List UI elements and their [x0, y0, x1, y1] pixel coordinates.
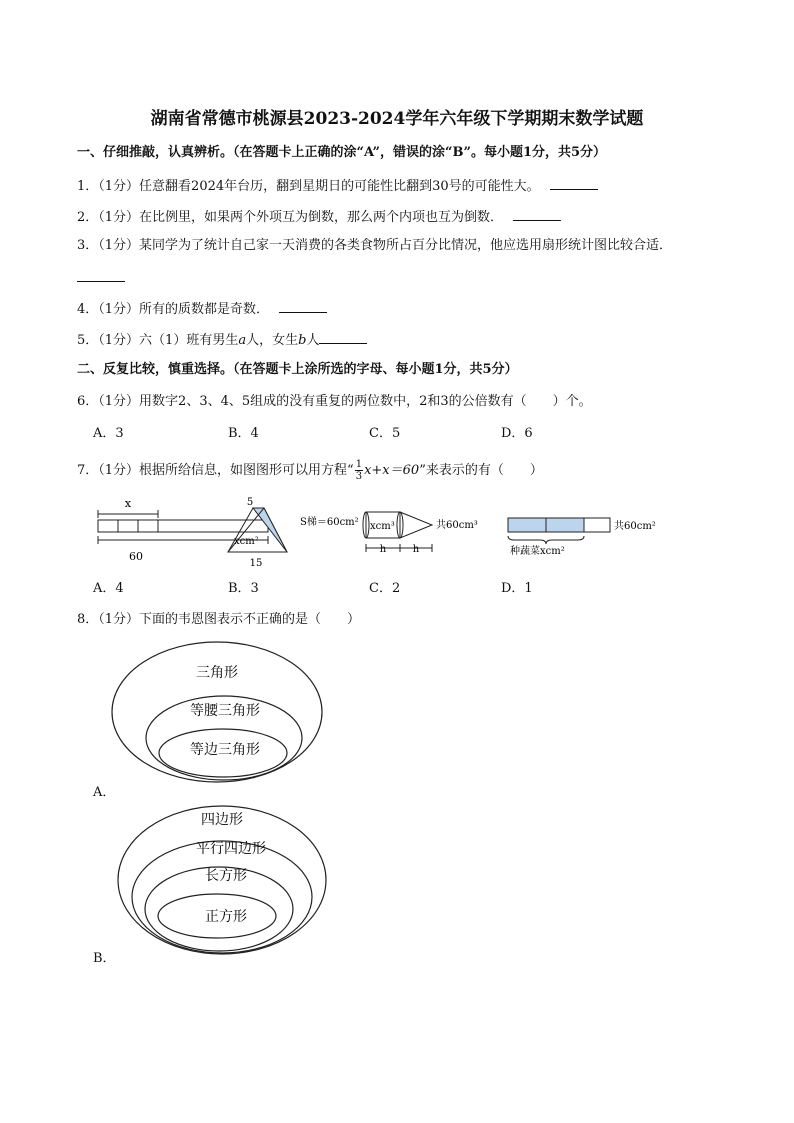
question-5-pre: 5．（1分）六（1）班有男生 [77, 333, 239, 348]
question-2-text: 2．（1分）在比例里，如果两个外项互为倒数，那么两个内项也互为倒数． [77, 210, 504, 225]
venn-b-label-1: 四边形 [201, 812, 243, 828]
fig3-h1-label: h [379, 544, 387, 555]
var-b: b [298, 333, 307, 348]
question-3-text: 3．（1分）某同学为了统计自己家一天消费的各类食物所占百分比情况，他应选用扇形统计图比较合适． [77, 238, 673, 253]
fig4-bottom-label: 种蔬菜xcm² [510, 546, 565, 557]
fig3-cylinder-cone [363, 512, 478, 555]
fig2-top-label: 5 [246, 497, 254, 508]
fig2-area-label: S梯＝60cm² [300, 517, 359, 528]
fig3-h2-label: h [412, 544, 420, 555]
q6-option-b[interactable]: B．4 [228, 426, 259, 441]
venn-a-middle-label: 等腰三角形 [190, 703, 260, 719]
question-1-text: 1．（1分）任意翻看2024年台历，翻到星期日的可能性比翻到30号的可能性大。 [77, 179, 540, 194]
answer-blank-2[interactable] [513, 208, 561, 221]
question-5-post: 人 [306, 333, 320, 348]
q7-option-c[interactable]: C．2 [369, 581, 401, 596]
fraction-one-third: $\frac{1}{3}$ [355, 459, 363, 482]
answer-blank-3[interactable] [77, 269, 125, 282]
fig4-total-label: 共60cm² [614, 521, 656, 532]
q7-option-d[interactable]: D．1 [501, 581, 533, 596]
question-4 [77, 300, 327, 318]
section-1-heading: 一、仔细推敲，认真辨析。（在答题卡上正确的涂“A”，错误的涂“B”。每小题1分，共5分） [77, 145, 607, 160]
q7-equation: x+x＝60 [364, 463, 420, 478]
answer-blank-5[interactable] [319, 331, 367, 344]
fig1-bottom-label: 60 [129, 550, 143, 563]
venn-a-inner-label: 等边三角形 [190, 742, 260, 758]
q6-option-d[interactable]: D．6 [501, 426, 533, 441]
venn-a-outer-label: 三角形 [196, 665, 238, 681]
question-7 [77, 459, 543, 482]
q7-option-b[interactable]: B．3 [228, 581, 259, 596]
fig1-top-label: x [124, 497, 132, 510]
question-8-text: 8．（1分）下面的韦恩图表示不正确的是（ ） [77, 612, 361, 627]
answer-blank-1[interactable] [550, 177, 598, 190]
question-5 [77, 331, 367, 349]
q7-stem-post: ”来表示的有（ ） [419, 463, 543, 478]
fig2-inner-label: xcm² [234, 536, 259, 547]
question-1 [77, 177, 598, 195]
q6-option-c[interactable]: C．5 [369, 426, 401, 441]
fig4-rectangle [508, 518, 656, 557]
var-a: a [238, 333, 247, 348]
q7-figures [90, 494, 656, 570]
q7-stem-pre: 7．（1分）根据所给信息，如图图形可以用方程“ [77, 463, 354, 478]
section-2-heading: 二、反复比较，慎重选择。（在答题卡上涂所选的字母、每小题1分，共5分） [77, 362, 518, 377]
venn-b-label-2: 平行四边形 [196, 841, 266, 857]
question-4-text: 4．（1分）所有的质数都是奇数． [77, 302, 270, 317]
q8-venn-a [110, 640, 340, 800]
fig3-total-label: 共60cm³ [436, 520, 478, 531]
q8-venn-b [110, 798, 340, 958]
venn-b-second [132, 841, 312, 953]
fig2-bottom-label: 15 [249, 558, 263, 569]
fig1-segment-diagram [98, 497, 268, 563]
q6-option-a[interactable]: A．3 [93, 426, 124, 441]
q7-option-a[interactable]: A．4 [93, 581, 124, 596]
q8-option-b-label[interactable]: B． [93, 951, 116, 966]
page-title: 湖南省常德市桃源县2023-2024学年六年级下学期期末数学试题 [150, 109, 644, 129]
fig3-inner-label: xcm³ [370, 521, 395, 532]
fig2-trapezoid [228, 497, 359, 569]
question-5-mid: 人，女生 [246, 333, 299, 348]
venn-b-label-4: 正方形 [205, 909, 247, 925]
answer-blank-4[interactable] [279, 300, 327, 313]
venn-b-label-3: 长方形 [205, 868, 247, 884]
question-2 [77, 208, 561, 226]
q8-option-a-label[interactable]: A． [93, 785, 116, 800]
question-6-text: 6．（1分）用数字2、3、4、5组成的没有重复的两位数中，2和3的公倍数有（ ）个。 [77, 394, 592, 409]
